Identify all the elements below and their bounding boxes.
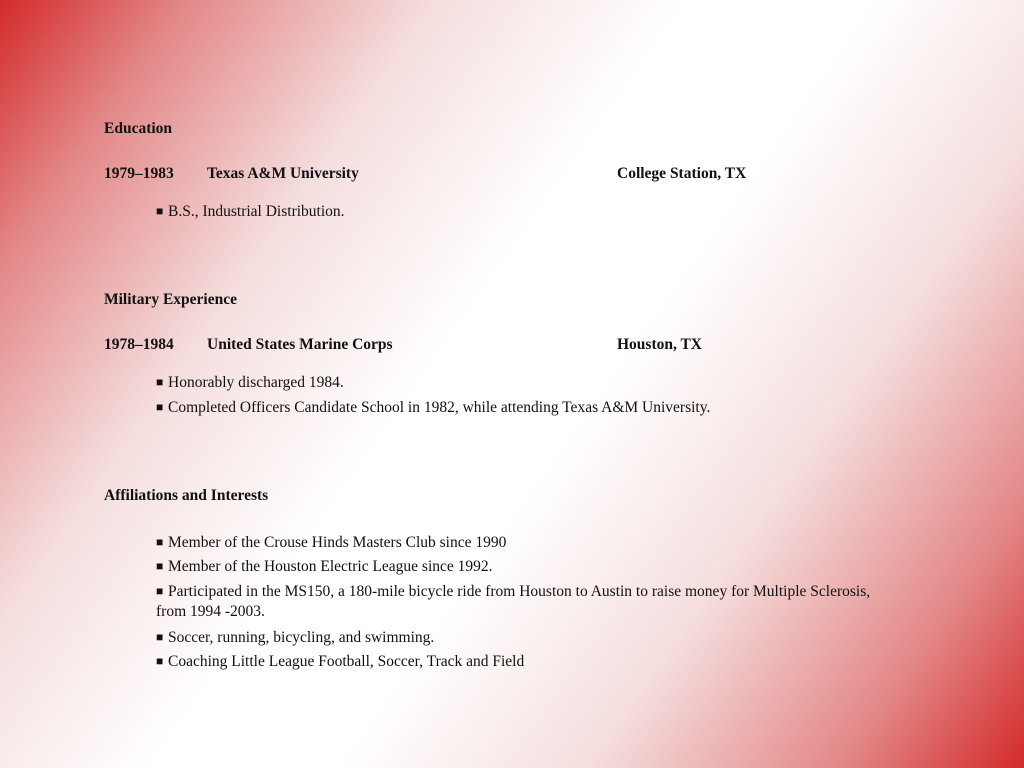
education-institution: Texas A&M University [207, 165, 359, 182]
bullet-square-icon: ■ [156, 630, 164, 644]
list-item [156, 372, 896, 393]
military-heading: Military Experience [104, 291, 237, 308]
bullet-square-icon: ■ [156, 654, 164, 668]
affiliation-text: Coaching Little League Football, Soccer, Track and Field [168, 653, 525, 670]
bullet-square-icon: ■ [156, 559, 164, 573]
bullet-square-icon: ■ [156, 204, 164, 218]
affiliation-text: Participated in the MS150, a 180-mile bicycle ride from Houston to Austin to raise money for Multiple Sclerosis, from 1994 -2003. [156, 583, 871, 620]
military-organization: United States Marine Corps [207, 336, 393, 353]
bullet-square-icon: ■ [156, 400, 164, 414]
bullet-square-icon: ■ [156, 375, 164, 389]
list-item [156, 397, 896, 418]
list-item [156, 627, 896, 648]
education-location: College Station, TX [617, 165, 747, 182]
bullet-square-icon: ■ [156, 584, 164, 598]
bullet-square-icon: ■ [156, 535, 164, 549]
list-item [156, 651, 896, 672]
affiliation-text: Member of the Crouse Hinds Masters Club since 1990 [168, 534, 507, 551]
military-bullet-text: Completed Officers Candidate School in 1982, while attending Texas A&M University. [168, 399, 711, 416]
list-item [156, 556, 896, 577]
list-item [156, 201, 896, 222]
education-years: 1979–1983 [104, 165, 174, 182]
military-location: Houston, TX [617, 336, 702, 353]
military-entry [104, 336, 904, 356]
military-years: 1978–1984 [104, 336, 174, 353]
affiliation-text: Soccer, running, bicycling, and swimming. [168, 629, 435, 646]
list-item [156, 581, 896, 622]
education-degree: B.S., Industrial Distribution. [168, 203, 345, 220]
education-entry [104, 165, 904, 185]
list-item [156, 532, 896, 553]
military-bullet-text: Honorably discharged 1984. [168, 374, 344, 391]
education-heading: Education [104, 120, 173, 137]
affiliations-heading: Affiliations and Interests [104, 487, 269, 504]
affiliation-text: Member of the Houston Electric League since 1992. [168, 558, 493, 575]
